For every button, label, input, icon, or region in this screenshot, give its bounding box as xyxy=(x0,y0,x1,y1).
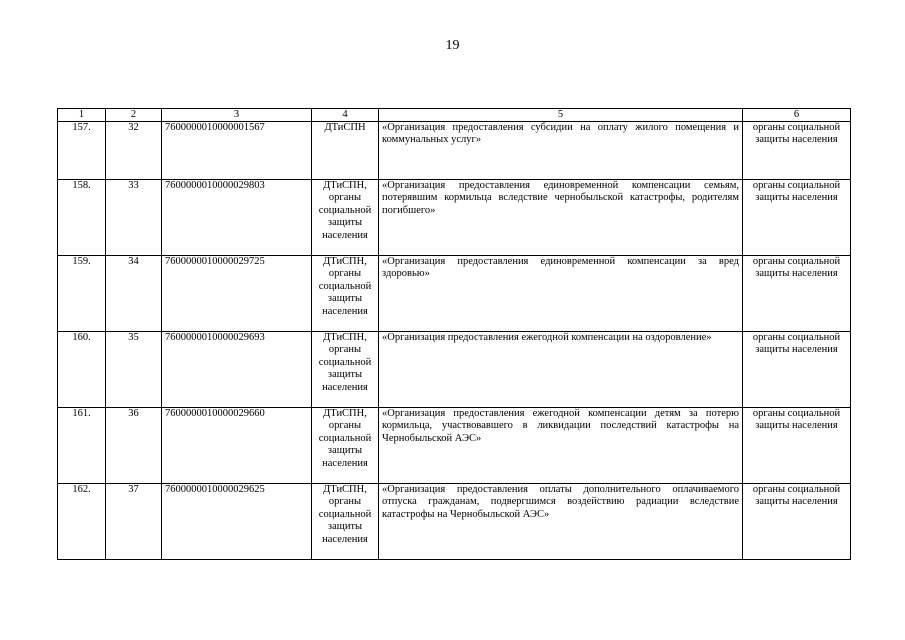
service-name: «Организация предоставления ежегодной компенсации на оздоровление» xyxy=(379,332,743,408)
service-code: 7600000010000029803 xyxy=(162,180,312,256)
service-code: 7600000010000029625 xyxy=(162,484,312,560)
header-col-2: 2 xyxy=(106,109,162,122)
services-table xyxy=(57,108,851,560)
row-subnumber: 34 xyxy=(106,256,162,332)
department: ДТиСПН xyxy=(312,122,379,180)
row-number: 162. xyxy=(58,484,106,560)
provider: органы социальной защиты населения xyxy=(743,484,851,560)
table-body xyxy=(58,122,851,560)
row-subnumber: 33 xyxy=(106,180,162,256)
table-header xyxy=(58,109,851,122)
provider: органы социальной защиты населения xyxy=(743,256,851,332)
department: ДТиСПН, органы социальной защиты населения xyxy=(312,408,379,484)
service-code: 7600000010000029725 xyxy=(162,256,312,332)
header-col-5: 5 xyxy=(379,109,743,122)
table-row xyxy=(58,332,851,408)
header-col-6: 6 xyxy=(743,109,851,122)
header-row xyxy=(58,109,851,122)
provider: органы социальной защиты населения xyxy=(743,180,851,256)
row-subnumber: 32 xyxy=(106,122,162,180)
service-name: «Организация предоставления ежегодной компенсации детям за потерю кормильца, участвовавшего в ликвидации последствий катастрофы на Чернобыльской АЭС» xyxy=(379,408,743,484)
provider: органы социальной защиты населения xyxy=(743,122,851,180)
header-col-1: 1 xyxy=(58,109,106,122)
row-number: 160. xyxy=(58,332,106,408)
table-row xyxy=(58,180,851,256)
table-row xyxy=(58,122,851,180)
service-code: 7600000010000029693 xyxy=(162,332,312,408)
table-row xyxy=(58,484,851,560)
provider: органы социальной защиты населения xyxy=(743,332,851,408)
row-subnumber: 36 xyxy=(106,408,162,484)
row-subnumber: 35 xyxy=(106,332,162,408)
row-number: 157. xyxy=(58,122,106,180)
table-row xyxy=(58,408,851,484)
service-name: «Организация предоставления оплаты дополнительного оплачиваемого отпуска гражданам, подвергшимся воздействию радиации вследствие катастрофы на Чернобыльской АЭС» xyxy=(379,484,743,560)
department: ДТиСПН, органы социальной защиты населения xyxy=(312,180,379,256)
department: ДТиСПН, органы социальной защиты населения xyxy=(312,332,379,408)
service-name: «Организация предоставления единовременной компенсации за вред здоровью» xyxy=(379,256,743,332)
department: ДТиСПН, органы социальной защиты населения xyxy=(312,256,379,332)
row-number: 158. xyxy=(58,180,106,256)
page-number: 19 xyxy=(445,38,460,53)
provider: органы социальной защиты населения xyxy=(743,408,851,484)
department: ДТиСПН, органы социальной защиты населения xyxy=(312,484,379,560)
service-code: 7600000010000001567 xyxy=(162,122,312,180)
header-col-3: 3 xyxy=(162,109,312,122)
row-number: 159. xyxy=(58,256,106,332)
header-col-4: 4 xyxy=(312,109,379,122)
service-name: «Организация предоставления единовременной компенсации семьям, потерявшим кормильца вследствие чернобыльской катастрофы, родителям погибшего» xyxy=(379,180,743,256)
table-row xyxy=(58,256,851,332)
row-number: 161. xyxy=(58,408,106,484)
service-name: «Организация предоставления субсидии на оплату жилого помещения и коммунальных услуг» xyxy=(379,122,743,180)
row-subnumber: 37 xyxy=(106,484,162,560)
service-code: 7600000010000029660 xyxy=(162,408,312,484)
